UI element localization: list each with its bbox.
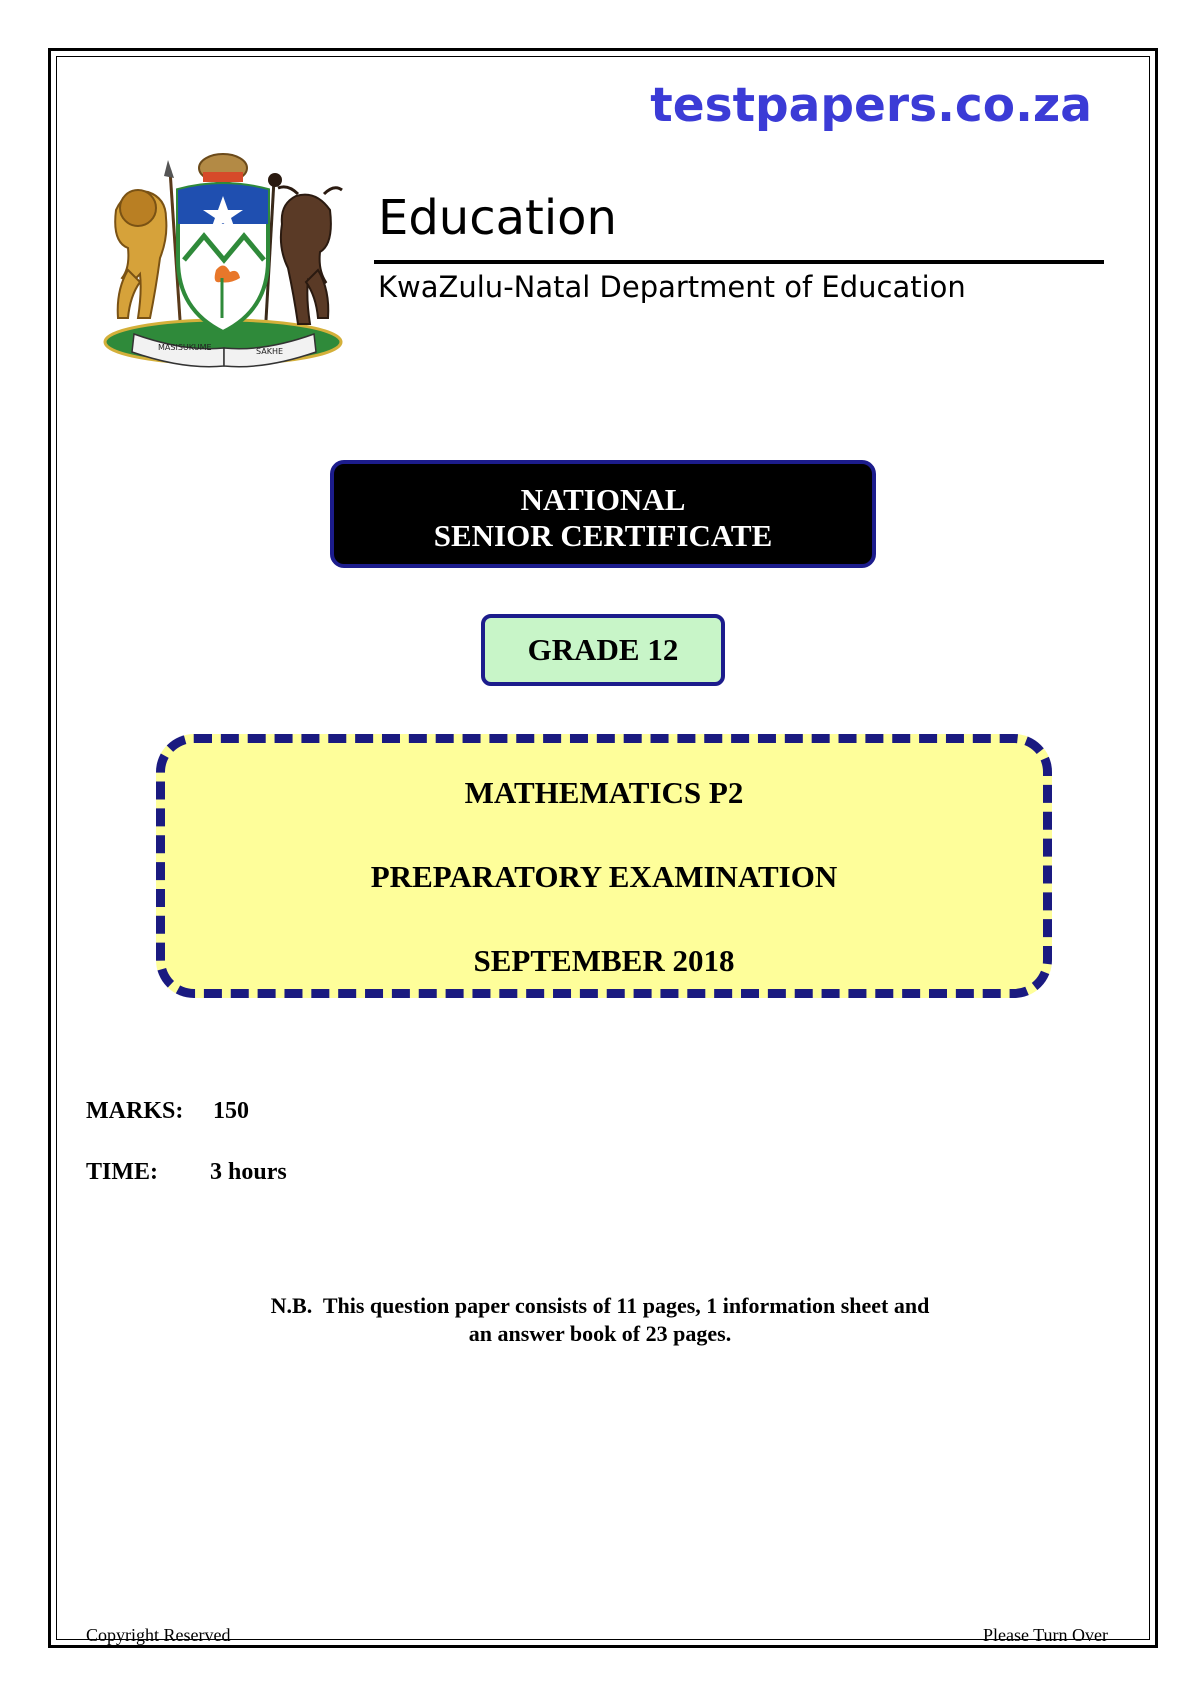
paper-note [150, 1292, 1050, 1348]
exam-date: SEPTEMBER 2018 [473, 943, 735, 978]
marks-label: MARKS: [86, 1098, 184, 1124]
department-subtitle: KwaZulu-Natal Department of Education [378, 270, 966, 304]
subject-title: MATHEMATICS P2 [464, 775, 744, 810]
certificate-banner [330, 460, 876, 568]
header-divider [374, 260, 1104, 264]
time-label: TIME: [86, 1159, 158, 1185]
paper-note-line-2: an answer book of 23 pages. [468, 1321, 732, 1346]
subject-panel [156, 734, 1052, 998]
footer-turn-over: Please Turn Over [983, 1625, 1108, 1645]
watermark-text: testpapers.co.za [650, 78, 1092, 133]
certificate-line-2: SENIOR CERTIFICATE [433, 518, 773, 553]
footer-copyright: Copyright Reserved [86, 1625, 231, 1645]
marks-value: 150 [213, 1098, 249, 1124]
crest-motto-left: MASISUKUME [158, 343, 212, 352]
paper-note-line-1: N.B. This question paper consists of 11 pages, 1 information sheet and [270, 1293, 930, 1318]
crest-motto-right: SAKHE [256, 347, 284, 356]
certificate-line-1: NATIONAL [520, 482, 686, 517]
time-value: 3 hours [210, 1159, 287, 1185]
coat-of-arms-icon [98, 150, 348, 372]
marks-row [86, 1098, 249, 1125]
grade-badge: GRADE 12 [481, 614, 725, 686]
exam-type: PREPARATORY EXAMINATION [370, 859, 838, 894]
department-title: Education [378, 190, 617, 246]
time-row [86, 1159, 287, 1186]
